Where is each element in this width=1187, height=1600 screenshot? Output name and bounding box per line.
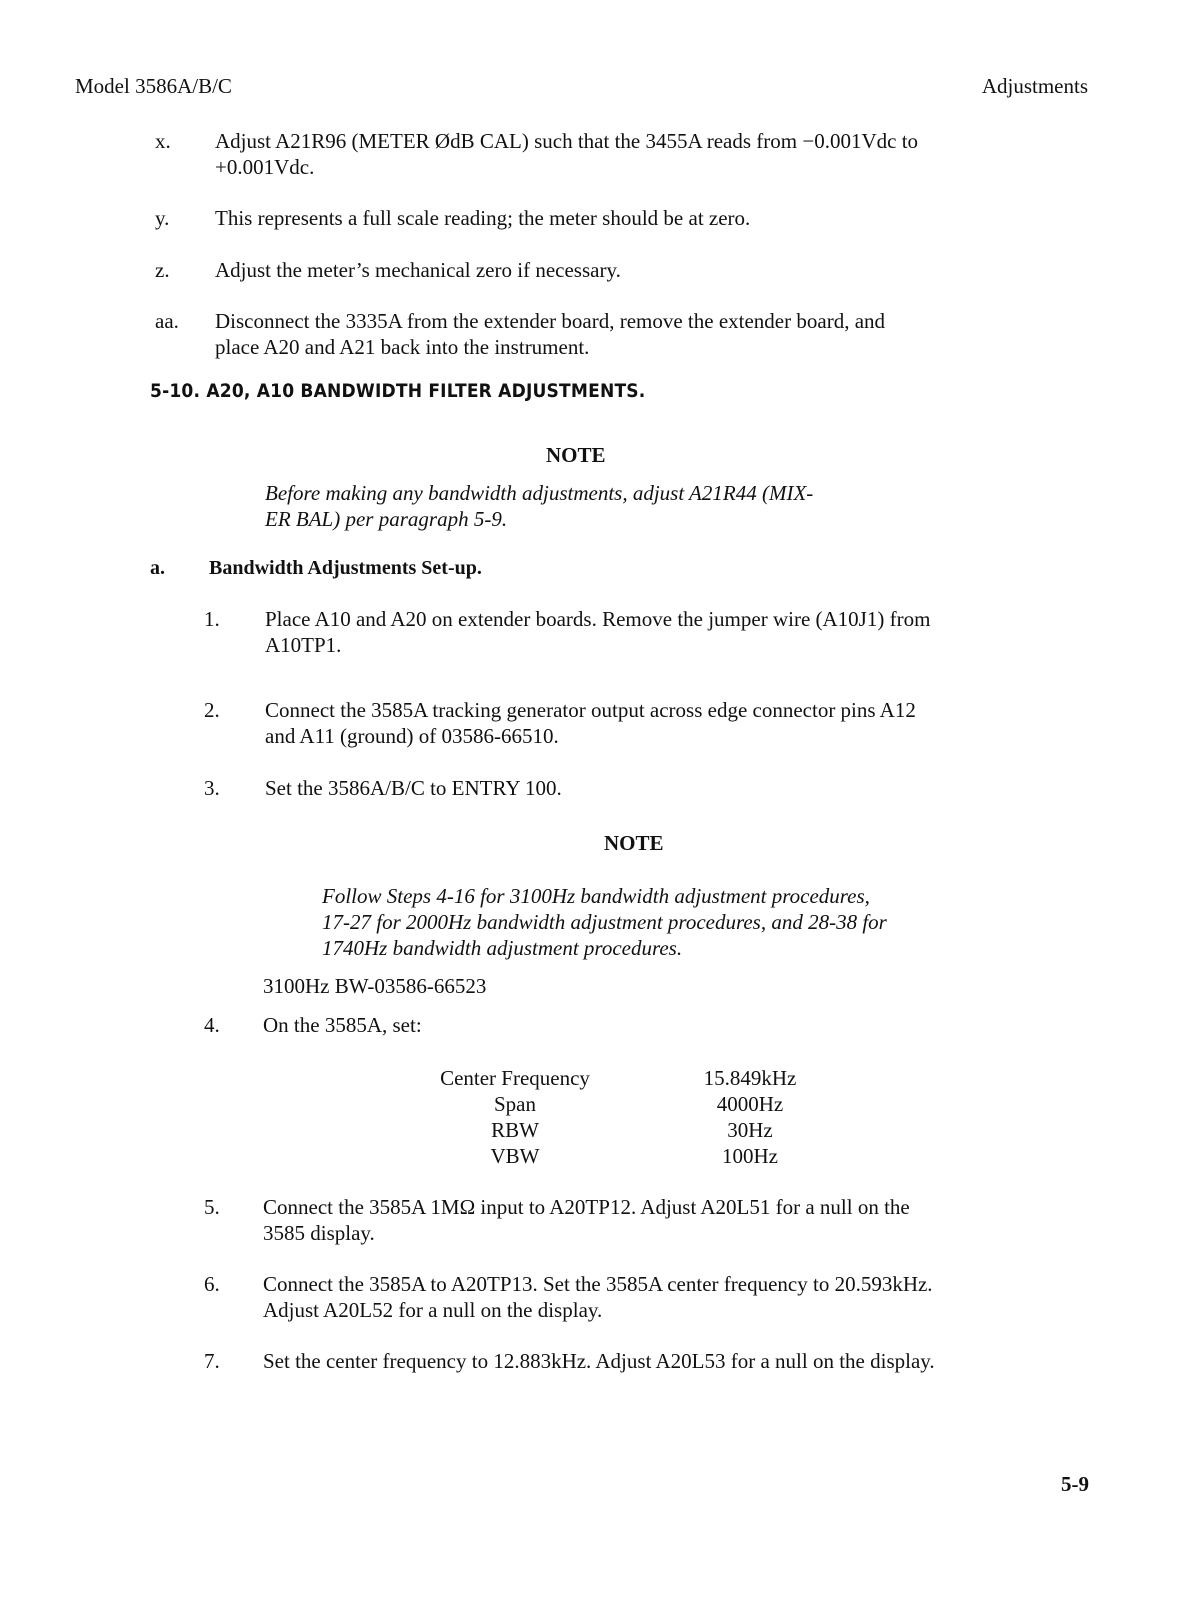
settings-row — [400, 1143, 840, 1169]
section-heading: 5-10. A20, A10 BANDWIDTH FILTER ADJUSTMENTS. — [150, 380, 646, 402]
setting-name: VBW — [490, 1144, 540, 1168]
settings-row — [400, 1065, 840, 1091]
step-text: Set the center frequency to 12.883kHz. Adjust A20L53 for a null on the display. — [263, 1349, 935, 1373]
setting-value: 100Hz — [722, 1144, 778, 1168]
setting-value: 30Hz — [727, 1118, 773, 1142]
step-text: This represents a full scale reading; the meter should be at zero. — [215, 206, 751, 230]
step-text: Connect the 3585A 1MΩ input to A20TP12. Adjust A20L51 for a null on the 3585 display. — [263, 1195, 910, 1245]
note-title: NOTE — [546, 443, 606, 467]
step-text: Adjust the meter’s mechanical zero if necessary. — [215, 258, 621, 282]
settings-row — [400, 1091, 840, 1117]
step-text: Set the 3586A/B/C to ENTRY 100. — [265, 776, 562, 800]
setting-name: RBW — [491, 1118, 539, 1142]
note-title: NOTE — [604, 831, 664, 855]
step-text: Place A10 and A20 on extender boards. Remove the jumper wire (A10J1) from A10TP1. — [265, 607, 931, 657]
step-text: Connect the 3585A to A20TP13. Set the 3585A center frequency to 20.593kHz. Adjust A20L52 for a null on the display. — [263, 1272, 933, 1322]
page-number: 5-9 — [1061, 1472, 1089, 1496]
step-label: 3. — [204, 776, 220, 800]
step-label: 6. — [204, 1272, 220, 1296]
step-label: aa. — [155, 309, 179, 333]
setting-name: Span — [494, 1092, 536, 1116]
step-label: 4. — [204, 1013, 220, 1037]
settings-row — [400, 1117, 840, 1143]
step-label: 2. — [204, 698, 220, 722]
subsection-title: Bandwidth Adjustments Set-up. — [209, 557, 482, 579]
step-label: x. — [155, 129, 171, 153]
step-label: 1. — [204, 607, 220, 631]
setting-value: 15.849kHz — [703, 1066, 797, 1090]
setting-name: Center Frequency — [440, 1066, 590, 1090]
subsection-label: a. — [150, 557, 165, 579]
step-label: 7. — [204, 1349, 220, 1373]
setting-value: 4000Hz — [716, 1092, 784, 1116]
note-body: Before making any bandwidth adjustments, adjust A21R44 (MIX- ER BAL) per paragraph 5-9. — [265, 481, 814, 531]
step-text: Adjust A21R96 (METER ØdB CAL) such that the 3455A reads from −0.001Vdc to +0.001Vdc. — [215, 129, 919, 179]
part-label: 3100Hz BW-03586-66523 — [263, 974, 487, 998]
note-body: Follow Steps 4-16 for 3100Hz bandwidth adjustment procedures, 17-27 for 2000Hz bandwidth adjustment procedures, and 28-38 for 1740Hz bandwidth adjustment procedures. — [322, 884, 887, 960]
step-text: Connect the 3585A tracking generator output across edge connector pins A12 and A11 (ground) of 03586-66510. — [265, 698, 916, 748]
step-label: z. — [155, 258, 170, 282]
step-text: Disconnect the 3335A from the extender board, remove the extender board, and place A20 and A21 back into the instrument. — [215, 309, 886, 359]
step-text: On the 3585A, set: — [263, 1013, 422, 1037]
header-section: Adjustments — [981, 74, 1088, 98]
settings-table — [400, 1065, 840, 1169]
step-label: 5. — [204, 1195, 220, 1219]
step-label: y. — [155, 206, 170, 230]
header-model: Model 3586A/B/C — [75, 74, 232, 98]
